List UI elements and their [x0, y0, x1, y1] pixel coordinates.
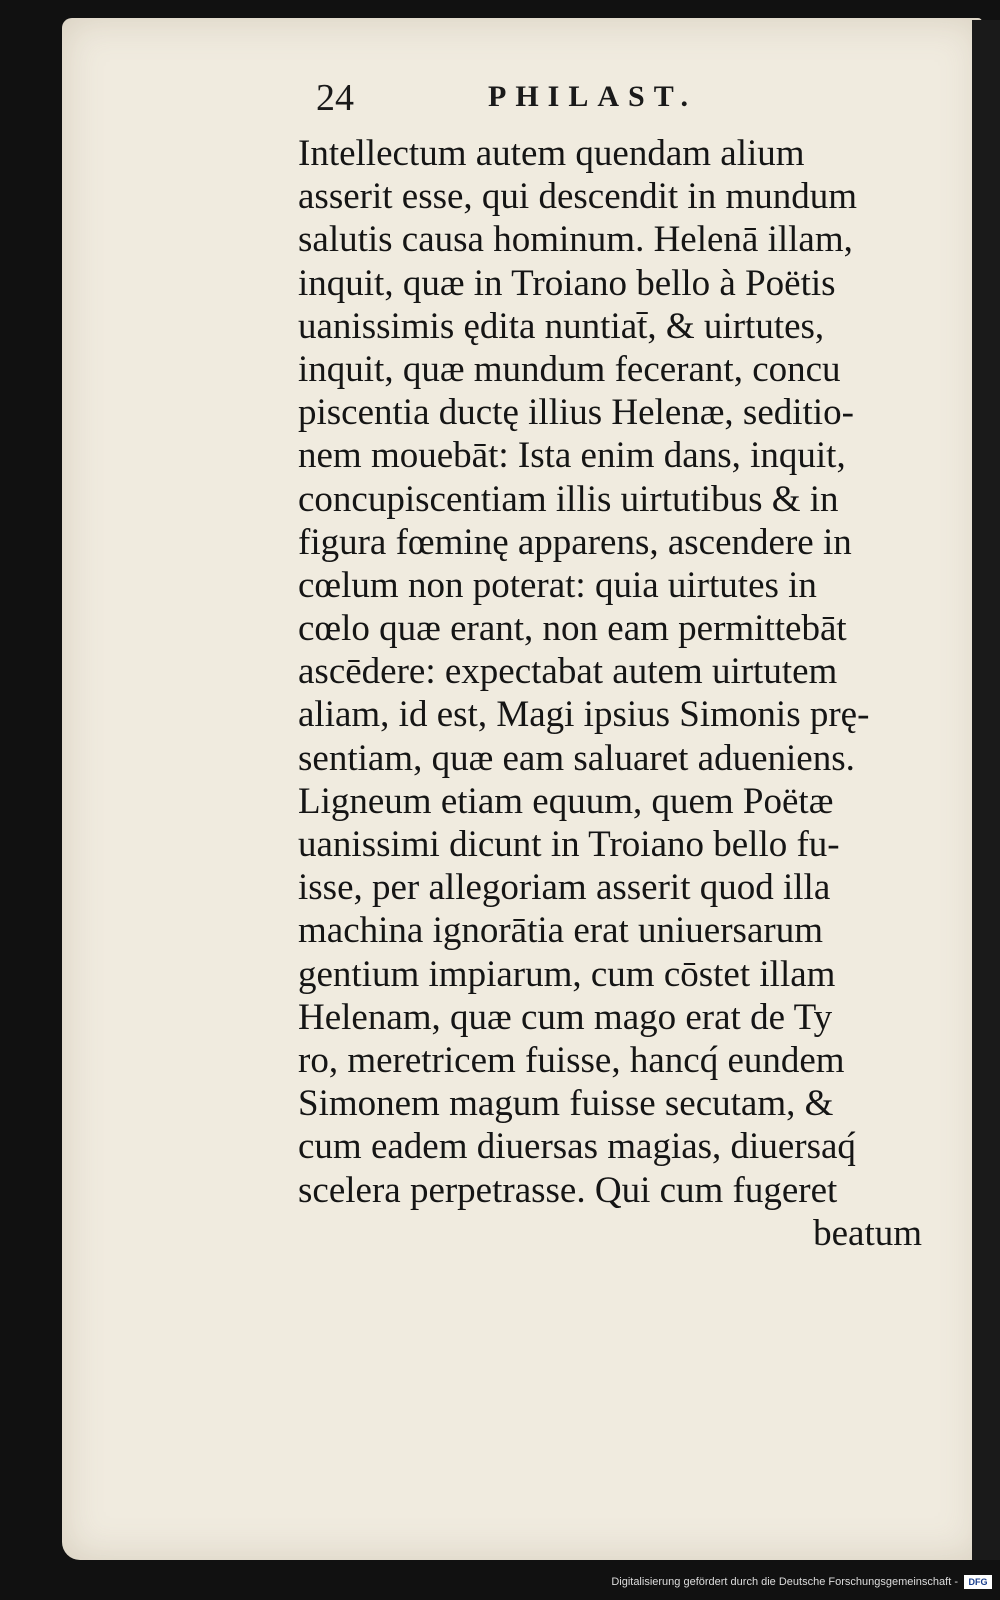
text-line: isse, per allegoriam asserit quod illa	[298, 867, 831, 909]
text-line: uanissimis ędita nuntiat̄, & uirtutes,	[298, 305, 825, 347]
text-line: Simonem magum fuisse secutam, &	[298, 1083, 834, 1125]
text-line: Helenam, quæ cum mago erat de Ty	[298, 996, 833, 1038]
text-line: gentium impiarum, cum cōstet illam	[298, 953, 836, 995]
text-line: figura fœminę apparens, ascendere in	[298, 521, 852, 563]
text-line: nem mouebāt: Ista enim dans, inquit,	[298, 435, 846, 477]
text-line: cœlo quæ erant, non eam permittebāt	[298, 608, 847, 650]
text-line: asserit esse, qui descendit in mundum	[298, 176, 858, 218]
page-header	[316, 76, 736, 126]
text-line: inquit, quæ mundum fecerant, concu	[298, 348, 841, 390]
text-line: Ligneum etiam equum, quem Poëtæ	[298, 780, 834, 822]
text-line: salutis causa hominum. Helenā illam,	[298, 219, 853, 261]
text-line: ro, meretricem fuisse, hancq́ eundem	[298, 1039, 845, 1081]
text-line: aliam, id est, Magi ipsius Simonis prę-	[298, 694, 870, 736]
text-line: concupiscentiam illis uirtutibus & in	[298, 478, 839, 520]
text-line: scelera perpetrasse. Qui cum fugeret	[298, 1169, 838, 1211]
text-line: cum eadem diuersas magias, diuersaq́	[298, 1126, 856, 1168]
digitization-footer	[0, 1568, 1000, 1600]
page-number: 24	[316, 77, 354, 119]
text-line: Intellectum autem quendam alium	[298, 133, 805, 174]
scan-edge	[972, 20, 1000, 1560]
text-line: inquit, quæ in Troiano bello à Poëtis	[298, 262, 836, 304]
text-line: uanissimi dicunt in Troiano bello fu-	[298, 824, 840, 865]
text-line: piscentia ductę illius Helenæ, seditio-	[298, 392, 854, 434]
text-line: cœlum non poterat: quia uirtutes in	[298, 564, 817, 606]
body-text	[298, 132, 938, 1255]
catchword: beatum	[813, 1212, 922, 1254]
text-line: machina ignorātia erat uniuersarum	[298, 910, 823, 952]
dfg-logo: DFG	[964, 1575, 992, 1589]
text-line: ascēdere: expectabat autem uirtutem	[298, 651, 838, 693]
footer-credit: Digitalisierung gefördert durch die Deutsche Forschungsgemeinschaft -	[611, 1576, 958, 1588]
running-head: PHILAST.	[488, 80, 697, 113]
text-line: sentiam, quæ eam saluaret adueniens.	[298, 737, 855, 779]
